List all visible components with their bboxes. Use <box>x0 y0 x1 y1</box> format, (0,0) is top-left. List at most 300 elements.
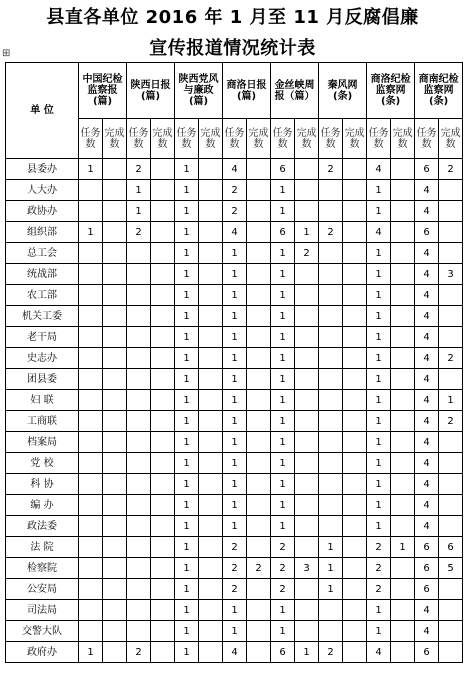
done-count-cell <box>343 180 367 201</box>
column-header: 商洛纪检监察网(条) <box>367 63 415 119</box>
task-count-cell: 4 <box>415 264 439 285</box>
done-count-cell <box>295 327 319 348</box>
task-count-cell <box>319 285 343 306</box>
table-row <box>6 327 463 348</box>
done-count-cell <box>247 537 271 558</box>
task-count-cell: 1 <box>367 600 391 621</box>
done-count-cell: 1 <box>439 390 463 411</box>
task-count-cell <box>79 474 103 495</box>
task-count-cell: 1 <box>223 411 247 432</box>
task-count-header: 任务数 <box>79 119 103 159</box>
done-count-cell <box>391 600 415 621</box>
table-row <box>6 180 463 201</box>
task-count-cell: 1 <box>367 621 391 642</box>
task-count-cell: 4 <box>415 390 439 411</box>
done-count-cell <box>247 327 271 348</box>
done-count-cell <box>391 264 415 285</box>
done-count-cell <box>199 369 223 390</box>
done-count-cell <box>151 537 175 558</box>
task-count-cell: 4 <box>415 243 439 264</box>
task-count-cell: 1 <box>175 327 199 348</box>
task-count-header: 任务数 <box>175 119 199 159</box>
done-count-header: 完成数 <box>439 119 463 159</box>
done-count-cell <box>199 159 223 180</box>
done-count-cell <box>247 579 271 600</box>
done-count-cell: 2 <box>247 558 271 579</box>
done-count-cell <box>295 432 319 453</box>
table-anchor-icon: ⊞ <box>2 48 11 59</box>
task-count-cell <box>127 306 151 327</box>
done-count-cell <box>439 495 463 516</box>
task-count-cell <box>127 285 151 306</box>
done-count-cell <box>199 327 223 348</box>
task-count-cell: 4 <box>415 600 439 621</box>
done-count-cell <box>343 516 367 537</box>
done-count-cell <box>103 432 127 453</box>
done-count-cell <box>391 579 415 600</box>
task-count-cell: 6 <box>415 159 439 180</box>
unit-name-cell: 政府办 <box>6 642 79 663</box>
task-count-cell <box>319 621 343 642</box>
task-count-cell: 6 <box>415 579 439 600</box>
task-count-cell: 1 <box>175 495 199 516</box>
task-count-cell <box>79 348 103 369</box>
task-count-cell: 1 <box>271 600 295 621</box>
done-count-cell <box>439 621 463 642</box>
done-count-cell <box>439 222 463 243</box>
done-count-cell <box>247 495 271 516</box>
done-count-cell <box>295 201 319 222</box>
done-count-cell <box>151 600 175 621</box>
header-row <box>6 63 463 119</box>
task-count-cell: 1 <box>175 558 199 579</box>
done-count-cell <box>103 474 127 495</box>
done-count-cell <box>199 432 223 453</box>
task-count-cell: 1 <box>271 180 295 201</box>
task-count-cell <box>79 453 103 474</box>
done-count-cell <box>151 201 175 222</box>
table-row <box>6 579 463 600</box>
unit-name-cell: 党 校 <box>6 453 79 474</box>
done-count-cell <box>439 369 463 390</box>
task-count-cell: 1 <box>175 621 199 642</box>
task-count-cell: 1 <box>223 516 247 537</box>
task-count-cell: 2 <box>319 222 343 243</box>
task-count-cell: 1 <box>271 285 295 306</box>
table-row <box>6 369 463 390</box>
done-count-cell <box>247 201 271 222</box>
done-count-cell <box>199 390 223 411</box>
done-count-cell <box>391 348 415 369</box>
unit-name-cell: 交警大队 <box>6 621 79 642</box>
table-row <box>6 453 463 474</box>
done-count-cell <box>439 243 463 264</box>
task-count-cell: 6 <box>415 222 439 243</box>
task-count-cell: 1 <box>271 621 295 642</box>
task-count-cell: 1 <box>223 264 247 285</box>
task-count-cell <box>319 327 343 348</box>
done-count-cell <box>247 243 271 264</box>
done-count-cell: 5 <box>439 558 463 579</box>
done-count-cell <box>343 285 367 306</box>
task-count-cell <box>127 432 151 453</box>
task-count-cell <box>319 243 343 264</box>
table-row <box>6 432 463 453</box>
task-count-cell: 1 <box>175 264 199 285</box>
task-count-cell: 1 <box>271 390 295 411</box>
task-count-cell: 1 <box>367 390 391 411</box>
done-count-cell <box>343 306 367 327</box>
task-count-cell <box>319 180 343 201</box>
unit-name-cell: 检察院 <box>6 558 79 579</box>
table-row <box>6 390 463 411</box>
task-count-cell: 1 <box>367 369 391 390</box>
done-count-cell <box>391 558 415 579</box>
table-row <box>6 600 463 621</box>
task-count-cell: 1 <box>223 348 247 369</box>
task-count-cell <box>319 369 343 390</box>
table-row <box>6 243 463 264</box>
done-count-header: 完成数 <box>295 119 319 159</box>
task-count-cell: 1 <box>223 285 247 306</box>
task-count-cell: 1 <box>271 453 295 474</box>
done-count-cell <box>151 642 175 663</box>
done-count-cell <box>151 411 175 432</box>
task-count-cell: 4 <box>415 348 439 369</box>
done-count-cell <box>391 201 415 222</box>
column-header: 商南纪检监察网(条) <box>415 63 463 119</box>
done-count-cell <box>295 621 319 642</box>
unit-name-cell: 政法委 <box>6 516 79 537</box>
task-count-cell: 1 <box>319 579 343 600</box>
task-count-cell: 1 <box>223 600 247 621</box>
column-header: 陕西日报(篇) <box>127 63 175 119</box>
done-count-cell <box>103 558 127 579</box>
task-count-cell: 1 <box>127 201 151 222</box>
done-count-cell <box>103 348 127 369</box>
task-count-cell <box>127 390 151 411</box>
task-count-cell: 1 <box>175 411 199 432</box>
done-count-cell <box>343 327 367 348</box>
done-count-cell <box>343 243 367 264</box>
done-count-cell <box>247 369 271 390</box>
done-count-cell <box>199 642 223 663</box>
done-count-cell <box>343 411 367 432</box>
unit-name-cell: 工商联 <box>6 411 79 432</box>
done-count-cell <box>103 579 127 600</box>
task-count-cell: 1 <box>223 432 247 453</box>
task-count-cell <box>79 516 103 537</box>
done-count-cell <box>151 579 175 600</box>
done-count-cell <box>151 264 175 285</box>
done-count-cell <box>247 474 271 495</box>
task-count-cell <box>319 474 343 495</box>
task-count-cell: 1 <box>175 600 199 621</box>
done-count-cell <box>151 327 175 348</box>
done-count-cell <box>439 516 463 537</box>
done-count-cell <box>391 285 415 306</box>
task-count-cell <box>127 264 151 285</box>
done-count-cell <box>295 348 319 369</box>
task-count-cell: 1 <box>271 516 295 537</box>
done-count-cell <box>247 180 271 201</box>
done-count-cell: 1 <box>295 642 319 663</box>
done-count-cell <box>247 159 271 180</box>
done-count-cell <box>247 453 271 474</box>
done-count-cell <box>343 474 367 495</box>
task-count-cell <box>79 537 103 558</box>
done-count-cell <box>151 306 175 327</box>
task-count-cell: 6 <box>271 642 295 663</box>
task-count-cell <box>79 411 103 432</box>
task-count-cell: 4 <box>367 159 391 180</box>
task-count-cell: 4 <box>415 495 439 516</box>
task-count-cell <box>127 453 151 474</box>
task-count-cell <box>127 579 151 600</box>
task-count-cell: 1 <box>223 390 247 411</box>
task-count-cell: 1 <box>271 411 295 432</box>
done-count-cell <box>295 537 319 558</box>
task-count-cell: 6 <box>271 222 295 243</box>
done-count-cell <box>295 264 319 285</box>
done-count-cell <box>151 558 175 579</box>
done-count-cell <box>391 306 415 327</box>
done-count-cell <box>103 390 127 411</box>
done-count-cell <box>103 411 127 432</box>
task-count-cell <box>79 243 103 264</box>
task-count-cell <box>127 411 151 432</box>
table-row <box>6 201 463 222</box>
done-count-cell <box>247 264 271 285</box>
done-count-cell <box>151 453 175 474</box>
done-count-cell <box>199 201 223 222</box>
task-count-cell: 4 <box>415 285 439 306</box>
done-count-cell <box>199 621 223 642</box>
done-count-cell <box>151 495 175 516</box>
unit-name-cell: 人大办 <box>6 180 79 201</box>
done-count-cell <box>439 600 463 621</box>
done-count-cell <box>391 222 415 243</box>
table-row <box>6 642 463 663</box>
table-row <box>6 285 463 306</box>
done-count-cell <box>247 222 271 243</box>
task-count-cell: 1 <box>223 453 247 474</box>
task-count-cell: 6 <box>415 537 439 558</box>
task-count-cell: 1 <box>175 180 199 201</box>
task-count-cell: 1 <box>319 558 343 579</box>
task-count-cell <box>319 411 343 432</box>
task-count-cell: 2 <box>127 222 151 243</box>
done-count-cell <box>439 453 463 474</box>
task-count-cell: 1 <box>367 180 391 201</box>
done-count-cell <box>343 348 367 369</box>
unit-name-cell: 县委办 <box>6 159 79 180</box>
task-count-cell: 1 <box>367 243 391 264</box>
done-count-cell <box>103 621 127 642</box>
table-row <box>6 306 463 327</box>
done-count-cell <box>247 411 271 432</box>
unit-name-cell: 妇 联 <box>6 390 79 411</box>
done-count-cell <box>391 642 415 663</box>
task-count-cell: 2 <box>127 642 151 663</box>
done-count-cell: 3 <box>439 264 463 285</box>
done-count-cell: 3 <box>295 558 319 579</box>
task-count-header: 任务数 <box>415 119 439 159</box>
done-count-cell <box>391 327 415 348</box>
done-count-cell <box>439 474 463 495</box>
done-count-cell <box>199 264 223 285</box>
task-count-cell: 2 <box>367 579 391 600</box>
done-count-cell <box>343 222 367 243</box>
task-count-cell <box>319 432 343 453</box>
done-count-cell <box>199 495 223 516</box>
task-count-cell <box>319 390 343 411</box>
done-count-cell: 1 <box>295 222 319 243</box>
column-header: 陕西党风与廉政(篇) <box>175 63 223 119</box>
task-count-cell: 1 <box>271 432 295 453</box>
done-count-cell <box>199 600 223 621</box>
done-count-header: 完成数 <box>103 119 127 159</box>
table-row <box>6 411 463 432</box>
unit-name-cell: 史志办 <box>6 348 79 369</box>
task-count-cell: 1 <box>175 432 199 453</box>
unit-name-cell: 档案局 <box>6 432 79 453</box>
task-count-cell: 1 <box>271 474 295 495</box>
done-count-cell <box>247 600 271 621</box>
task-count-cell: 1 <box>367 327 391 348</box>
task-count-cell: 1 <box>223 621 247 642</box>
done-count-cell: 2 <box>295 243 319 264</box>
done-count-cell <box>199 348 223 369</box>
task-count-cell: 4 <box>415 432 439 453</box>
statistics-table <box>5 62 463 663</box>
done-count-cell <box>295 474 319 495</box>
task-count-cell <box>79 180 103 201</box>
done-count-header: 完成数 <box>391 119 415 159</box>
done-count-cell <box>391 432 415 453</box>
unit-name-cell: 科 协 <box>6 474 79 495</box>
done-count-cell <box>439 432 463 453</box>
table-body <box>6 159 463 663</box>
task-count-cell: 2 <box>319 159 343 180</box>
done-count-cell <box>103 327 127 348</box>
task-count-cell: 2 <box>319 642 343 663</box>
done-count-cell <box>343 495 367 516</box>
done-count-cell <box>343 579 367 600</box>
task-count-cell: 4 <box>223 159 247 180</box>
done-count-cell <box>103 600 127 621</box>
task-count-cell <box>319 348 343 369</box>
done-count-cell <box>151 180 175 201</box>
task-count-cell <box>79 264 103 285</box>
task-count-cell: 1 <box>223 327 247 348</box>
task-count-cell: 2 <box>223 579 247 600</box>
done-count-cell <box>391 369 415 390</box>
task-count-cell: 4 <box>415 306 439 327</box>
done-count-cell <box>391 495 415 516</box>
done-count-cell <box>103 243 127 264</box>
done-count-cell <box>391 390 415 411</box>
task-count-cell: 1 <box>223 369 247 390</box>
task-count-cell <box>79 558 103 579</box>
unit-name-cell: 法 院 <box>6 537 79 558</box>
done-count-cell <box>199 222 223 243</box>
done-count-cell <box>247 621 271 642</box>
done-count-cell <box>103 369 127 390</box>
done-count-cell <box>343 432 367 453</box>
task-count-cell <box>127 495 151 516</box>
task-count-cell <box>127 369 151 390</box>
done-count-cell <box>199 537 223 558</box>
task-count-cell: 2 <box>367 558 391 579</box>
done-count-cell <box>199 243 223 264</box>
task-count-cell: 4 <box>415 369 439 390</box>
done-count-cell <box>295 180 319 201</box>
done-count-cell <box>247 642 271 663</box>
task-count-cell: 1 <box>271 327 295 348</box>
task-count-cell: 1 <box>271 201 295 222</box>
task-count-cell: 1 <box>175 537 199 558</box>
done-count-cell <box>343 642 367 663</box>
task-count-cell <box>79 285 103 306</box>
done-count-cell <box>103 516 127 537</box>
done-count-cell <box>103 495 127 516</box>
task-count-header: 任务数 <box>223 119 247 159</box>
unit-name-cell: 总工会 <box>6 243 79 264</box>
done-count-cell: 1 <box>391 537 415 558</box>
task-count-header: 任务数 <box>127 119 151 159</box>
task-count-cell: 2 <box>223 180 247 201</box>
task-count-cell: 1 <box>223 495 247 516</box>
task-count-cell <box>127 327 151 348</box>
table-row <box>6 495 463 516</box>
done-count-cell <box>247 306 271 327</box>
task-count-cell <box>79 600 103 621</box>
done-count-cell <box>199 579 223 600</box>
done-count-cell <box>295 159 319 180</box>
done-count-header: 完成数 <box>343 119 367 159</box>
task-count-cell: 2 <box>223 537 247 558</box>
unit-name-cell: 司法局 <box>6 600 79 621</box>
done-count-cell <box>391 159 415 180</box>
task-count-cell <box>127 537 151 558</box>
done-count-header: 完成数 <box>199 119 223 159</box>
unit-name-cell: 组织部 <box>6 222 79 243</box>
task-count-cell: 1 <box>175 390 199 411</box>
done-count-header: 完成数 <box>151 119 175 159</box>
table-row <box>6 348 463 369</box>
table-row <box>6 222 463 243</box>
done-count-cell <box>247 432 271 453</box>
done-count-cell <box>343 558 367 579</box>
table-row <box>6 621 463 642</box>
unit-name-cell: 统战部 <box>6 264 79 285</box>
done-count-cell <box>103 222 127 243</box>
task-count-cell: 1 <box>319 537 343 558</box>
done-count-cell <box>295 495 319 516</box>
done-count-cell <box>151 516 175 537</box>
done-count-cell <box>343 453 367 474</box>
done-count-cell <box>199 306 223 327</box>
task-count-cell: 2 <box>367 537 391 558</box>
done-count-cell <box>295 600 319 621</box>
task-count-cell: 1 <box>175 348 199 369</box>
unit-name-cell: 老干局 <box>6 327 79 348</box>
task-count-cell <box>127 621 151 642</box>
done-count-cell <box>391 180 415 201</box>
done-count-cell <box>343 390 367 411</box>
done-count-cell <box>343 159 367 180</box>
